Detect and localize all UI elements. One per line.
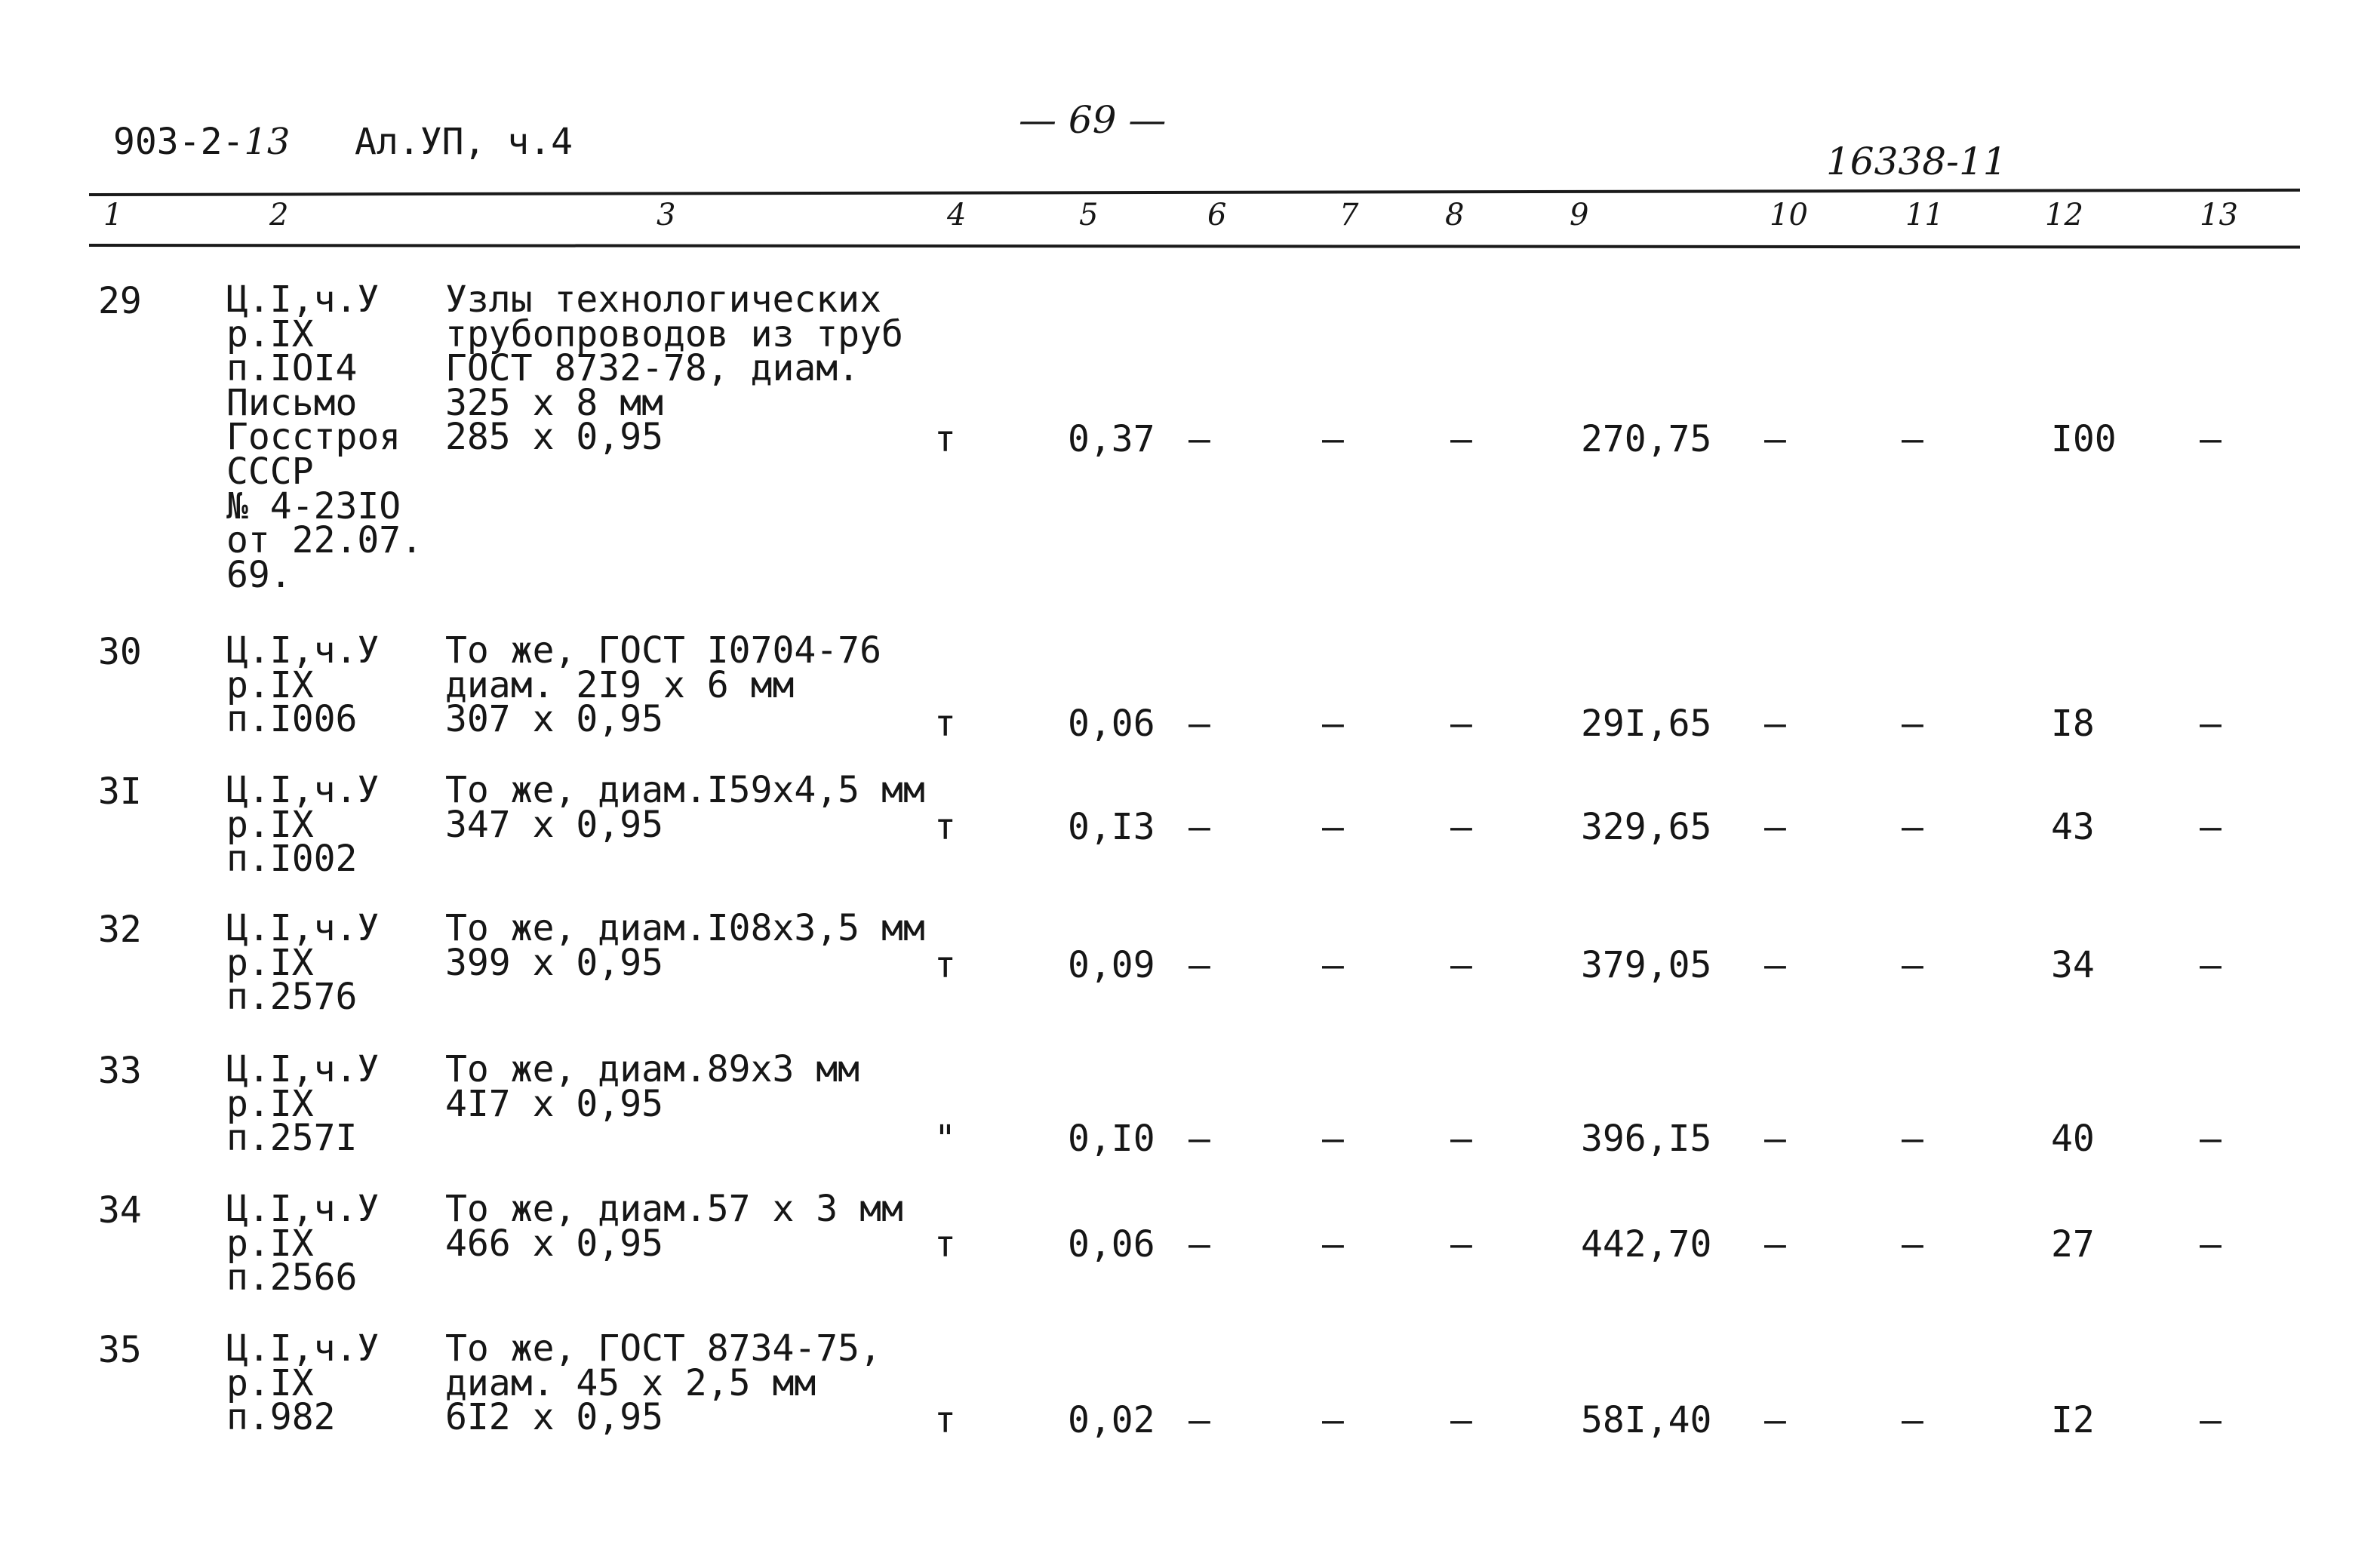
column-11-value: – <box>1902 806 1923 848</box>
item-description-line: 6I2 х 0,95 <box>445 1396 663 1439</box>
column-11-value: – <box>1902 703 1923 745</box>
item-description-line: диам. 2I9 х 6 мм <box>445 663 795 706</box>
source-reference <box>226 769 380 881</box>
header-rule-top <box>89 189 2300 196</box>
page-number: — 69 — <box>1019 98 1167 142</box>
column-8-value: – <box>1450 1118 1472 1160</box>
quantity-value: 0,06 <box>1068 1223 1155 1266</box>
column-7-value: – <box>1322 1223 1344 1266</box>
source-reference-line: р.IX <box>226 663 314 706</box>
column-11-value: – <box>1902 418 1923 460</box>
column-6-value: – <box>1188 1118 1210 1160</box>
item-description-line: 4I7 х 0,95 <box>445 1082 663 1125</box>
unit-of-measure: т <box>934 1223 956 1266</box>
item-description-line: 466 х 0,95 <box>445 1222 663 1265</box>
column-number-7: 7 <box>1339 198 1359 232</box>
column-10-value: – <box>1764 806 1786 848</box>
item-description <box>445 1327 881 1439</box>
column-12-value: 27 <box>2051 1223 2095 1266</box>
column-number-9: 9 <box>1570 198 1589 232</box>
column-6-value: – <box>1188 944 1210 986</box>
source-reference-line: р.IX <box>226 941 314 984</box>
column-number-2: 2 <box>269 198 289 232</box>
source-reference-line: СССР <box>226 450 314 493</box>
unit-price-value: 329,65 <box>1581 806 1712 848</box>
column-number-11: 11 <box>1905 198 1944 232</box>
column-7-value: – <box>1322 944 1344 986</box>
unit-price-value: 442,70 <box>1581 1223 1712 1266</box>
column-8-value: – <box>1450 1223 1472 1266</box>
item-description-line: трубопроводов из труб <box>445 312 903 355</box>
column-7-value: – <box>1322 806 1344 848</box>
column-11-value: – <box>1902 1399 1923 1441</box>
document-code <box>113 121 290 163</box>
source-reference-line: от 22.07. <box>226 519 423 562</box>
unit-of-measure: т <box>934 418 956 460</box>
source-reference-line: Ц.I,ч.У <box>226 1048 380 1090</box>
source-reference-line: п.257I <box>226 1117 358 1160</box>
column-8-value: – <box>1450 806 1472 848</box>
column-8-value: – <box>1450 418 1472 460</box>
item-description <box>445 1048 860 1125</box>
item-description-line: 399 х 0,95 <box>445 941 663 984</box>
item-description <box>445 907 925 984</box>
row-number: 34 <box>98 1189 142 1232</box>
source-reference-line: р.IX <box>226 312 314 355</box>
row-number: 32 <box>98 909 142 951</box>
item-description-line: То же, ГОСТ I0704-76 <box>445 629 881 672</box>
column-13-value: – <box>2200 418 2222 460</box>
unit-price-value: 379,05 <box>1581 944 1712 986</box>
item-description-line: 285 х 0,95 <box>445 416 663 459</box>
unit-of-measure: т <box>934 806 956 848</box>
column-8-value: – <box>1450 944 1472 986</box>
item-description-line: ГОСТ 8732-78, диам. <box>445 347 860 390</box>
source-reference <box>226 1188 380 1299</box>
source-reference-line: Ц.I,ч.У <box>226 278 380 321</box>
item-description-line: Узлы технологических <box>445 278 881 321</box>
column-7-value: – <box>1322 418 1344 460</box>
item-description-line: То же, диам.I59х4,5 мм <box>445 769 925 811</box>
document-part: Ал.УП, ч.4 <box>355 121 573 163</box>
column-number-6: 6 <box>1207 198 1227 232</box>
row-number: 30 <box>98 631 142 673</box>
column-12-value: I8 <box>2051 703 2095 745</box>
source-reference <box>226 278 423 596</box>
source-reference-line: Ц.I,ч.У <box>226 629 380 672</box>
column-number-1: 1 <box>103 198 123 232</box>
item-description-line: 325 х 8 мм <box>445 381 663 424</box>
source-reference <box>226 629 380 741</box>
handwritten-stamp: 16338-11 <box>1826 140 2007 183</box>
item-description <box>445 629 881 741</box>
source-reference-line: 69. <box>226 553 292 596</box>
source-reference-line: Ц.I,ч.У <box>226 1327 380 1370</box>
row-number: 35 <box>98 1329 142 1371</box>
column-8-value: – <box>1450 703 1472 745</box>
quantity-value: 0,06 <box>1068 703 1155 745</box>
row-number: 3I <box>98 770 142 813</box>
column-7-value: – <box>1322 703 1344 745</box>
item-description <box>445 769 925 846</box>
source-reference <box>226 1327 380 1439</box>
column-12-value: 40 <box>2051 1118 2095 1160</box>
source-reference-line: р.IX <box>226 1361 314 1404</box>
item-description-line: 307 х 0,95 <box>445 698 663 741</box>
source-reference-line: п.2576 <box>226 976 358 1019</box>
source-reference-line: Ц.I,ч.У <box>226 1188 380 1230</box>
quantity-value: 0,I0 <box>1068 1118 1155 1160</box>
column-6-value: – <box>1188 1223 1210 1266</box>
column-6-value: – <box>1188 703 1210 745</box>
item-description-line: То же, ГОСТ 8734-75, <box>445 1327 881 1370</box>
column-10-value: – <box>1764 1223 1786 1266</box>
source-reference-line: Ц.I,ч.У <box>226 769 380 811</box>
quantity-value: 0,02 <box>1068 1399 1155 1441</box>
item-description-line: диам. 45 х 2,5 мм <box>445 1361 816 1404</box>
column-13-value: – <box>2200 1223 2222 1266</box>
column-12-value: I00 <box>2051 418 2117 460</box>
quantity-value: 0,I3 <box>1068 806 1155 848</box>
column-13-value: – <box>2200 703 2222 745</box>
column-13-value: – <box>2200 1118 2222 1160</box>
column-number-8: 8 <box>1445 198 1465 232</box>
column-6-value: – <box>1188 806 1210 848</box>
column-13-value: – <box>2200 944 2222 986</box>
source-reference-line: п.2566 <box>226 1256 358 1299</box>
document-code-printed: 903-2- <box>113 121 244 163</box>
item-description-line: 347 х 0,95 <box>445 803 663 846</box>
column-10-value: – <box>1764 418 1786 460</box>
row-number: 29 <box>98 280 142 322</box>
column-number-12: 12 <box>2045 198 2083 232</box>
column-13-value: – <box>2200 1399 2222 1441</box>
item-description-line: То же, диам.57 х 3 мм <box>445 1188 903 1230</box>
column-7-value: – <box>1322 1399 1344 1441</box>
column-6-value: – <box>1188 1399 1210 1441</box>
column-11-value: – <box>1902 1223 1923 1266</box>
unit-of-measure: " <box>934 1118 956 1160</box>
column-number-10: 10 <box>1770 198 1808 232</box>
quantity-value: 0,37 <box>1068 418 1155 460</box>
unit-price-value: 58I,40 <box>1581 1399 1712 1441</box>
source-reference-line: Письмо <box>226 381 358 424</box>
column-number-4: 4 <box>947 198 967 232</box>
column-8-value: – <box>1450 1399 1472 1441</box>
unit-of-measure: т <box>934 1399 956 1441</box>
column-10-value: – <box>1764 703 1786 745</box>
source-reference <box>226 907 380 1019</box>
source-reference-line: Ц.I,ч.У <box>226 907 380 949</box>
column-10-value: – <box>1764 1399 1786 1441</box>
column-13-value: – <box>2200 806 2222 848</box>
unit-of-measure: т <box>934 944 956 986</box>
column-11-value: – <box>1902 944 1923 986</box>
source-reference-line: п.I002 <box>226 838 358 881</box>
column-number-3: 3 <box>656 198 676 232</box>
column-12-value: 43 <box>2051 806 2095 848</box>
document-code-handwritten: 13 <box>244 121 291 163</box>
column-number-5: 5 <box>1079 198 1099 232</box>
column-11-value: – <box>1902 1118 1923 1160</box>
header-rule-bottom <box>89 244 2300 249</box>
unit-price-value: 396,I5 <box>1581 1118 1712 1160</box>
source-reference-line: п.982 <box>226 1396 336 1439</box>
source-reference-line: № 4-23IO <box>226 484 401 527</box>
item-description-line: То же, диам.I08х3,5 мм <box>445 907 925 949</box>
item-description <box>445 1188 903 1265</box>
column-7-value: – <box>1322 1118 1344 1160</box>
source-reference-line: п.IOI4 <box>226 347 358 390</box>
row-number: 33 <box>98 1050 142 1092</box>
column-10-value: – <box>1764 1118 1786 1160</box>
source-reference-line: р.IX <box>226 1082 314 1125</box>
column-number-13: 13 <box>2200 198 2238 232</box>
quantity-value: 0,09 <box>1068 944 1155 986</box>
source-reference <box>226 1048 380 1160</box>
item-description <box>445 278 903 459</box>
column-12-value: 34 <box>2051 944 2095 986</box>
item-description-line: То же, диам.89х3 мм <box>445 1048 860 1090</box>
source-reference-line: р.IX <box>226 1222 314 1265</box>
unit-price-value: 29I,65 <box>1581 703 1712 745</box>
unit-of-measure: т <box>934 703 956 745</box>
unit-price-value: 270,75 <box>1581 418 1712 460</box>
source-reference-line: Госстроя <box>226 416 401 459</box>
column-10-value: – <box>1764 944 1786 986</box>
source-reference-line: р.IX <box>226 803 314 846</box>
column-6-value: – <box>1188 418 1210 460</box>
source-reference-line: п.I006 <box>226 698 358 741</box>
column-12-value: I2 <box>2051 1399 2095 1441</box>
